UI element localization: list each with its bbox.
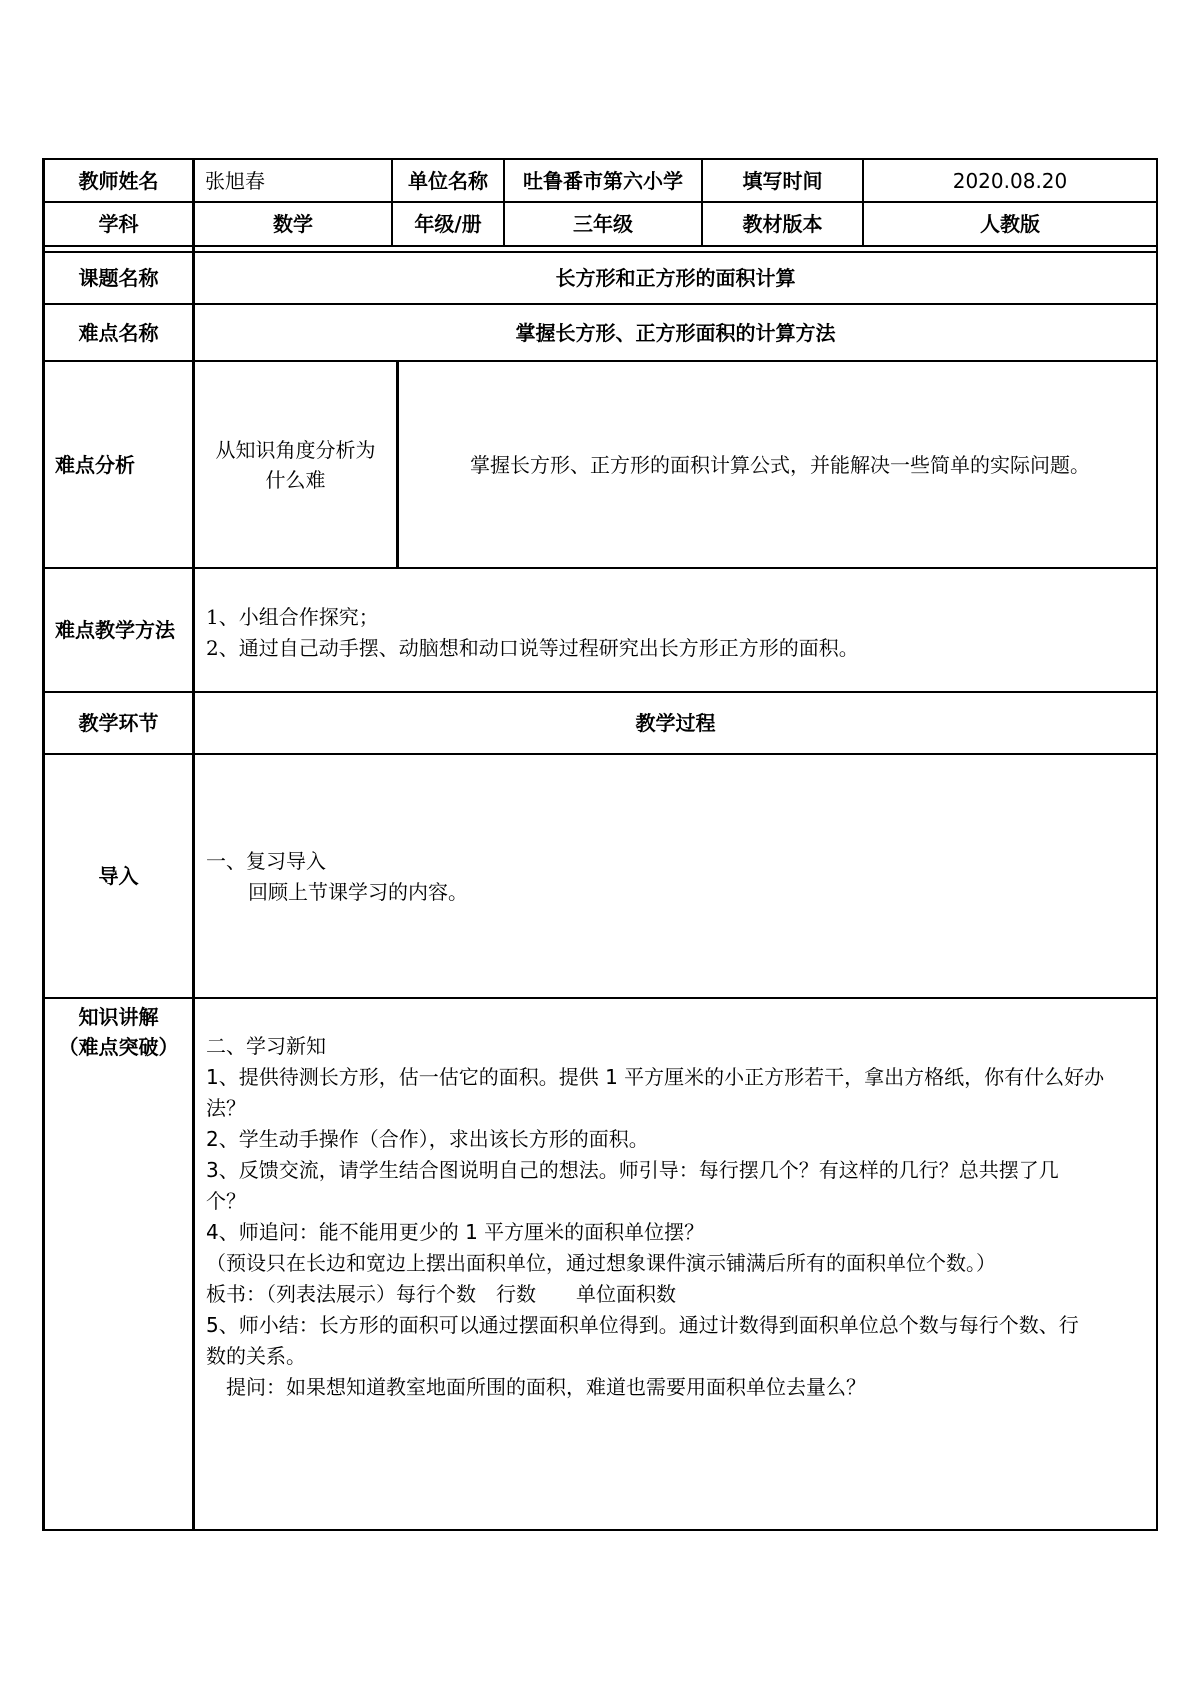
- knowledge-line-8: （预设只在长边和宽边上摆出面积单位，通过想象课件演示铺满后所有的面积单位个数。）: [206, 1251, 996, 1275]
- topic-value: 长方形和正方形的面积计算: [555, 266, 796, 290]
- rule-right: [1156, 158, 1158, 1531]
- edition-label: 教材版本: [742, 212, 823, 236]
- analysis-sub-label: [195, 362, 396, 567]
- knowledge-line-2: 1、提供待测长方形，估一估它的面积。提供 1 平方厘米的小正方形若干，拿出方格纸，你有什么好办: [206, 1065, 1105, 1089]
- method-line-2: 2、通过自己动手摆、动脑想和动口说等过程研究出长方形正方形的面积。: [206, 636, 859, 660]
- intro-line-1: 一、复习导入: [206, 849, 326, 873]
- difficulty-label: 难点名称: [78, 320, 159, 345]
- grade-value: 三年级: [573, 212, 633, 236]
- teacher-label: 教师姓名: [78, 168, 159, 193]
- analysis-label: 难点分析: [55, 452, 135, 477]
- unit-value: 吐鲁番市第六小学: [523, 168, 683, 193]
- process-value: 教学过程: [635, 711, 716, 735]
- knowledge-label-line2: （难点突破）: [58, 1035, 179, 1059]
- date-value: 2020.08.20: [952, 168, 1068, 193]
- grade-label: 年级/册: [414, 212, 482, 236]
- edition-value: 人教版: [980, 212, 1040, 236]
- analysis-content: 掌握长方形、正方形的面积计算公式，并能解决一些简单的实际问题。: [470, 452, 1090, 477]
- intro-label: 导入: [98, 864, 139, 888]
- knowledge-line-6: 个？: [206, 1189, 246, 1213]
- unit-label: 单位名称: [408, 168, 488, 193]
- rule-row5: [43, 567, 1158, 569]
- rule-row8: [43, 997, 1158, 999]
- rule-analysis-split: [396, 360, 399, 569]
- knowledge-line-3: 法？: [206, 1096, 246, 1120]
- subject-label: 学科: [98, 212, 139, 236]
- analysis-sub-label-line2: 什么难: [265, 467, 326, 492]
- teacher-value: 张旭春: [205, 168, 265, 193]
- knowledge-line-1: 二、学习新知: [206, 1034, 326, 1058]
- rule-row7: [43, 753, 1158, 755]
- process-label: 教学环节: [78, 711, 159, 735]
- knowledge-line-10: 5、师小结：长方形的面积可以通过摆面积单位得到。通过计数得到面积单位总个数与每行个数、行: [206, 1313, 1079, 1337]
- difficulty-value: 掌握长方形、正方形面积的计算方法: [515, 320, 836, 345]
- method-line-1: 1、小组合作探究；: [206, 605, 379, 629]
- analysis-sub-label-line1: 从知识角度分析为: [215, 437, 376, 462]
- knowledge-line-4: 2、学生动手操作（合作），求出该长方形的面积。: [206, 1127, 649, 1151]
- subject-value: 数学: [273, 212, 313, 236]
- knowledge-line-12: 提问：如果想知道教室地面所围的面积，难道也需要用面积单位去量么？: [226, 1375, 866, 1399]
- topic-label: 课题名称: [78, 266, 159, 290]
- rule-bottom: [43, 1529, 1158, 1531]
- method-label: 难点教学方法: [55, 618, 175, 642]
- knowledge-line-5: 3、反馈交流，请学生结合图说明自己的想法。师引导：每行摆几个？有这样的几行？总共摆了几: [206, 1158, 1059, 1182]
- knowledge-label-line1: 知识讲解: [78, 1005, 159, 1029]
- date-label: 填写时间: [742, 168, 823, 193]
- knowledge-line-7: 4、师追问：能不能用更少的 1 平方厘米的面积单位摆？: [206, 1220, 705, 1244]
- knowledge-line-9: 板书：（列表法展示）每行个数 行数 单位面积数: [206, 1282, 676, 1306]
- intro-line-2: 回顾上节课学习的内容。: [248, 880, 468, 904]
- rule-row2: [43, 245, 1158, 247]
- knowledge-label: [45, 1002, 192, 1062]
- knowledge-line-11: 数的关系。: [206, 1344, 306, 1368]
